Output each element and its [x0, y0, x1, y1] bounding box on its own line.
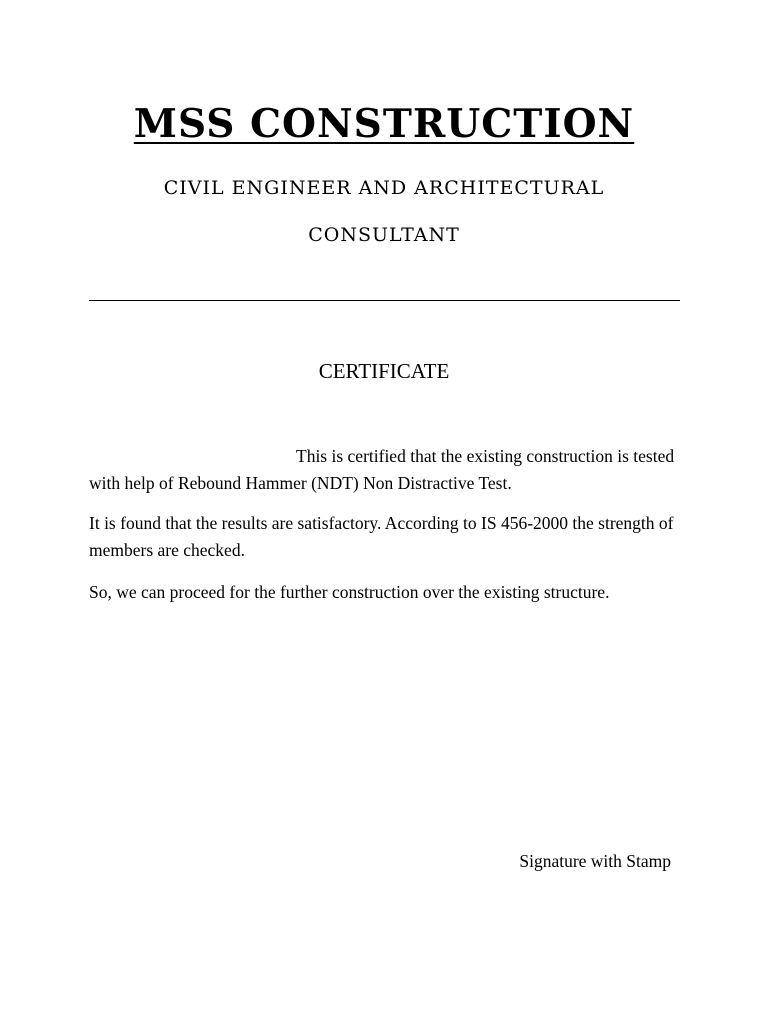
certificate-heading: CERTIFICATE — [318, 359, 450, 383]
subtitle-line-1: CIVIL ENGINEER AND ARCHITECTURAL — [163, 177, 605, 199]
company-name: MSS CONSTRUCTION — [133, 101, 635, 147]
certificate-paragraph-2: It is found that the results are satisfactory. According to IS 456-2000 the strength of members are checked. — [89, 513, 674, 560]
subtitle-line-2: CONSULTANT — [308, 224, 460, 246]
signature-label: Signature with Stamp — [519, 851, 671, 871]
header-divider — [89, 300, 680, 301]
certificate-paragraph-3: So, we can proceed for the further construction over the existing structure. — [89, 582, 610, 602]
certificate-paragraph-1: This is certified that the existing construction is tested with help of Rebound Hammer (NDT) Non Distractive Test. — [89, 446, 675, 493]
